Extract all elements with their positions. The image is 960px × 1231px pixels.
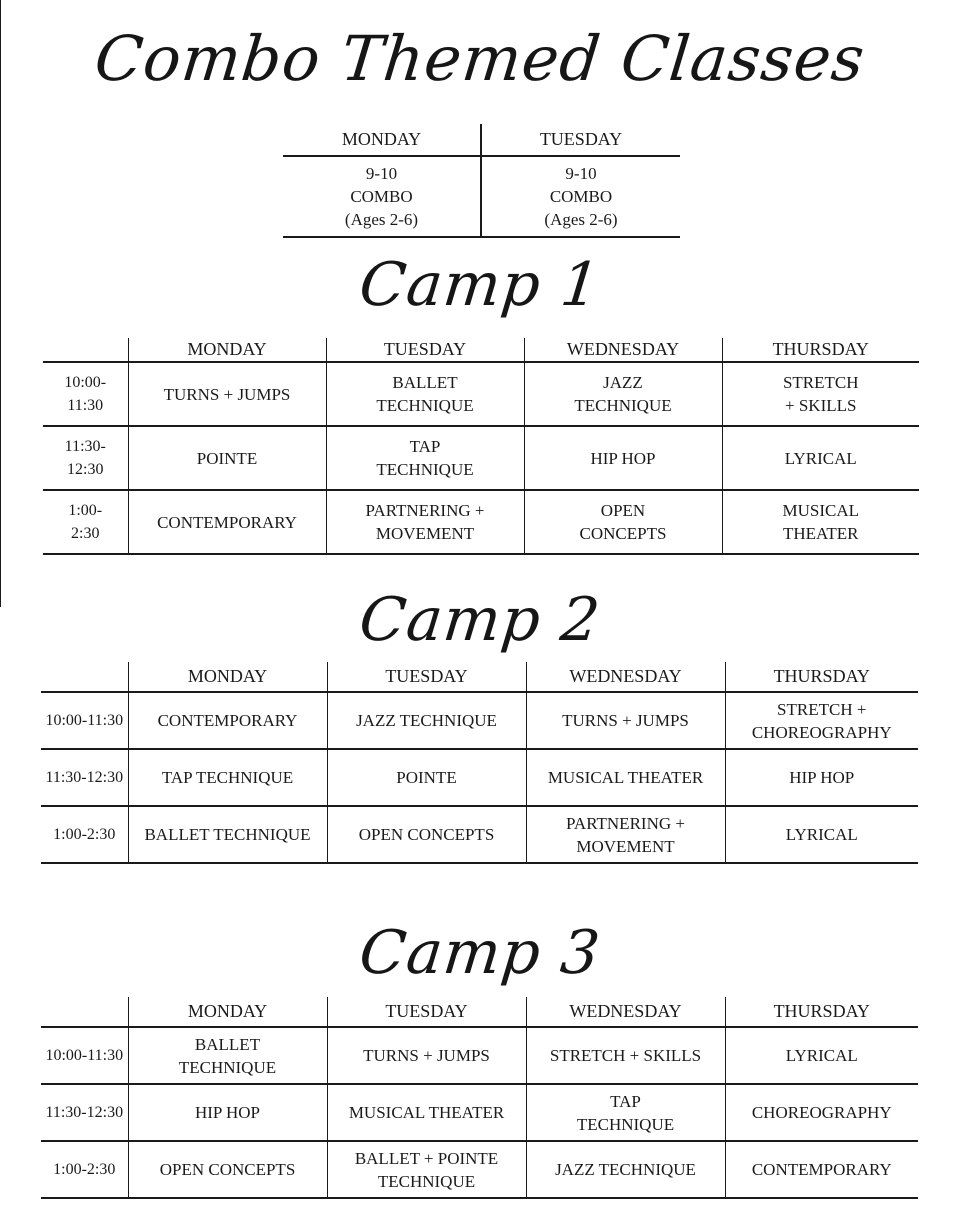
time-cell: 10:00- 11:30	[43, 362, 128, 426]
time-header	[41, 997, 128, 1027]
class-cell: POINTE	[128, 426, 326, 490]
class-cell: CONTEMPORARY	[128, 490, 326, 554]
table-row	[43, 490, 919, 554]
day-header: TUESDAY	[327, 997, 526, 1027]
table-row	[41, 1084, 918, 1141]
table-row	[43, 362, 919, 426]
class-cell: 9-10 COMBO (Ages 2-6)	[283, 156, 481, 237]
class-cell: TURNS + JUMPS	[327, 1027, 526, 1084]
class-cell: LYRICAL	[725, 1027, 918, 1084]
combo-schedule-table	[283, 124, 680, 238]
camp-1-schedule-table	[43, 338, 919, 555]
table-header-row	[41, 662, 918, 692]
class-cell: PARTNERING + MOVEMENT	[526, 806, 725, 863]
class-cell: LYRICAL	[725, 806, 918, 863]
time-cell: 10:00-11:30	[41, 692, 128, 749]
table-row	[41, 749, 918, 806]
day-header: THURSDAY	[725, 997, 918, 1027]
time-cell: 11:30-12:30	[41, 1084, 128, 1141]
table-header-row	[43, 338, 919, 362]
class-cell: TAP TECHNIQUE	[128, 749, 327, 806]
class-cell: JAZZ TECHNIQUE	[524, 362, 722, 426]
class-cell: STRETCH + SKILLS	[526, 1027, 725, 1084]
time-header	[43, 338, 128, 362]
time-cell: 1:00- 2:30	[43, 490, 128, 554]
table-row	[41, 806, 918, 863]
class-cell: TAP TECHNIQUE	[526, 1084, 725, 1141]
class-cell: TURNS + JUMPS	[128, 362, 326, 426]
camp-2-title: Camp 2	[356, 585, 604, 655]
table-header-row	[283, 124, 680, 156]
day-header: TUESDAY	[481, 124, 680, 156]
class-cell: STRETCH + CHOREOGRAPHY	[725, 692, 918, 749]
class-cell: TAP TECHNIQUE	[326, 426, 524, 490]
class-cell: MUSICAL THEATER	[327, 1084, 526, 1141]
class-cell: MUSICAL THEATER	[722, 490, 919, 554]
day-header: THURSDAY	[722, 338, 919, 362]
class-cell: JAZZ TECHNIQUE	[327, 692, 526, 749]
class-cell: HIP HOP	[725, 749, 918, 806]
class-cell: LYRICAL	[722, 426, 919, 490]
camp-3-title: Camp 3	[356, 918, 604, 988]
table-header-row	[41, 997, 918, 1027]
class-cell: OPEN CONCEPTS	[128, 1141, 327, 1198]
class-cell: BALLET + POINTE TECHNIQUE	[327, 1141, 526, 1198]
class-cell: CONTEMPORARY	[128, 692, 327, 749]
class-cell: CHOREOGRAPHY	[725, 1084, 918, 1141]
day-header: WEDNESDAY	[524, 338, 722, 362]
class-cell: TURNS + JUMPS	[526, 692, 725, 749]
class-cell: HIP HOP	[524, 426, 722, 490]
table-row	[41, 1027, 918, 1084]
day-header: TUESDAY	[327, 662, 526, 692]
time-cell: 1:00-2:30	[41, 1141, 128, 1198]
time-cell: 11:30- 12:30	[43, 426, 128, 490]
day-header: MONDAY	[128, 662, 327, 692]
class-cell: BALLET TECHNIQUE	[128, 806, 327, 863]
table-row	[41, 692, 918, 749]
class-cell: PARTNERING + MOVEMENT	[326, 490, 524, 554]
class-cell: STRETCH + SKILLS	[722, 362, 919, 426]
time-cell: 1:00-2:30	[41, 806, 128, 863]
day-header: MONDAY	[128, 997, 327, 1027]
camp-1-title: Camp 1	[356, 250, 604, 320]
day-header: MONDAY	[283, 124, 481, 156]
class-cell: BALLET TECHNIQUE	[326, 362, 524, 426]
table-row	[283, 156, 680, 237]
page-title: Combo Themed Classes	[91, 22, 869, 95]
camp-2-schedule-table	[41, 662, 918, 864]
table-row	[43, 426, 919, 490]
table-row	[41, 1141, 918, 1198]
class-cell: OPEN CONCEPTS	[524, 490, 722, 554]
day-header: THURSDAY	[725, 662, 918, 692]
class-cell: JAZZ TECHNIQUE	[526, 1141, 725, 1198]
class-cell: 9-10 COMBO (Ages 2-6)	[481, 156, 680, 237]
day-header: TUESDAY	[326, 338, 524, 362]
class-cell: POINTE	[327, 749, 526, 806]
time-cell: 11:30-12:30	[41, 749, 128, 806]
class-cell: OPEN CONCEPTS	[327, 806, 526, 863]
class-cell: HIP HOP	[128, 1084, 327, 1141]
class-cell: CONTEMPORARY	[725, 1141, 918, 1198]
day-header: WEDNESDAY	[526, 997, 725, 1027]
day-header: MONDAY	[128, 338, 326, 362]
class-cell: MUSICAL THEATER	[526, 749, 725, 806]
time-header	[41, 662, 128, 692]
class-cell: BALLET TECHNIQUE	[128, 1027, 327, 1084]
camp-3-schedule-table	[41, 997, 918, 1199]
day-header: WEDNESDAY	[526, 662, 725, 692]
time-cell: 10:00-11:30	[41, 1027, 128, 1084]
